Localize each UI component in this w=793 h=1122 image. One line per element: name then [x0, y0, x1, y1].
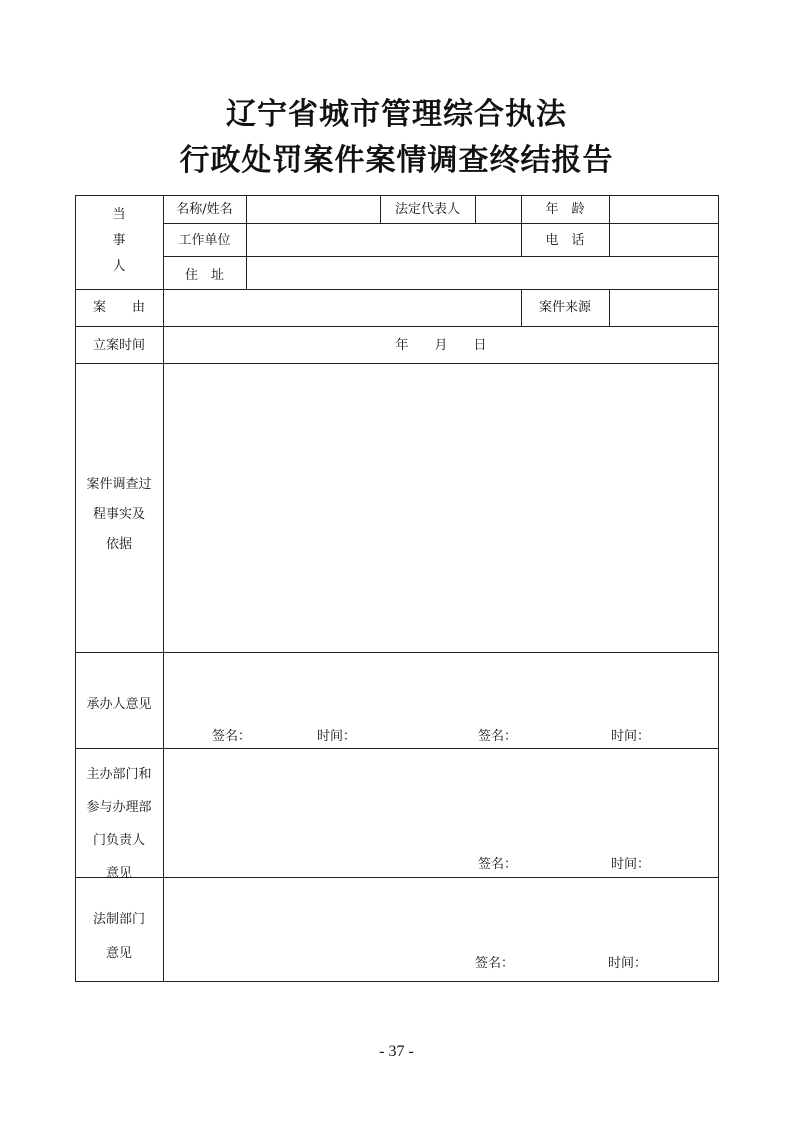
label-column-divider [163, 195, 164, 981]
report-title-line1: 辽宁省城市管理综合执法 [226, 97, 567, 132]
table-border-top [75, 195, 719, 196]
dept-sign-label: 签名： [478, 857, 518, 872]
name-label: 名称/姓名 [176, 202, 233, 217]
party-label [75, 202, 163, 280]
investigation-label-line: 程事实及 [92, 507, 145, 522]
filing-date-value: 年 月 日 [395, 338, 487, 353]
filing-time-label: 立案时间 [92, 338, 145, 353]
row-divider [75, 748, 719, 749]
page-number: - 37 - [379, 1043, 414, 1060]
party-label-char: 人 [112, 259, 126, 274]
report-title-line2: 行政处罚案件案情调查终结报告 [179, 143, 614, 178]
legal-sign-label: 签名： [475, 956, 515, 971]
legal-time-label: 时间： [608, 956, 648, 971]
table-border-bottom [75, 981, 719, 982]
dept-opinion-label [75, 758, 163, 890]
handler-time-label: 时间： [611, 729, 651, 744]
case-cause-label: 案 由 [92, 300, 145, 315]
age-label: 年 龄 [545, 202, 585, 217]
legal-label-line: 法制部门 [92, 912, 145, 927]
dept-label-line: 意见 [105, 866, 132, 881]
dept-label-line: 门负责人 [92, 833, 145, 848]
column-divider [609, 195, 610, 256]
handler-sign-label: 签名： [478, 729, 518, 744]
row-divider [75, 363, 719, 364]
legal-opinion-label [75, 903, 163, 971]
row-divider [75, 877, 719, 878]
row-divider [75, 289, 719, 290]
phone-label: 电 话 [545, 233, 585, 248]
work-unit-label: 工作单位 [178, 233, 231, 248]
dept-time-label: 时间： [611, 857, 651, 872]
row-divider [75, 652, 719, 653]
legal-label-line: 意见 [105, 946, 132, 961]
row-divider [75, 326, 719, 327]
investigation-label-line: 案件调查过 [86, 477, 152, 492]
party-label-char: 当 [112, 207, 126, 222]
column-divider [246, 195, 247, 289]
case-source-label: 案件来源 [538, 300, 591, 315]
investigation-label-line: 依据 [105, 537, 132, 552]
handler-sign-label: 签名： [212, 729, 252, 744]
handler-opinion-label: 承办人意见 [86, 697, 152, 712]
party-label-char: 事 [112, 233, 126, 248]
address-label: 住 址 [184, 268, 224, 283]
investigation-label [75, 470, 163, 560]
dept-label-line: 主办部门和 [86, 767, 152, 782]
table-border-right [718, 195, 719, 981]
dept-label-line: 参与办理部 [86, 800, 152, 815]
column-divider [609, 289, 610, 326]
legal-rep-label: 法定代表人 [394, 202, 460, 217]
column-divider [475, 195, 476, 223]
handler-time-label: 时间： [317, 729, 357, 744]
